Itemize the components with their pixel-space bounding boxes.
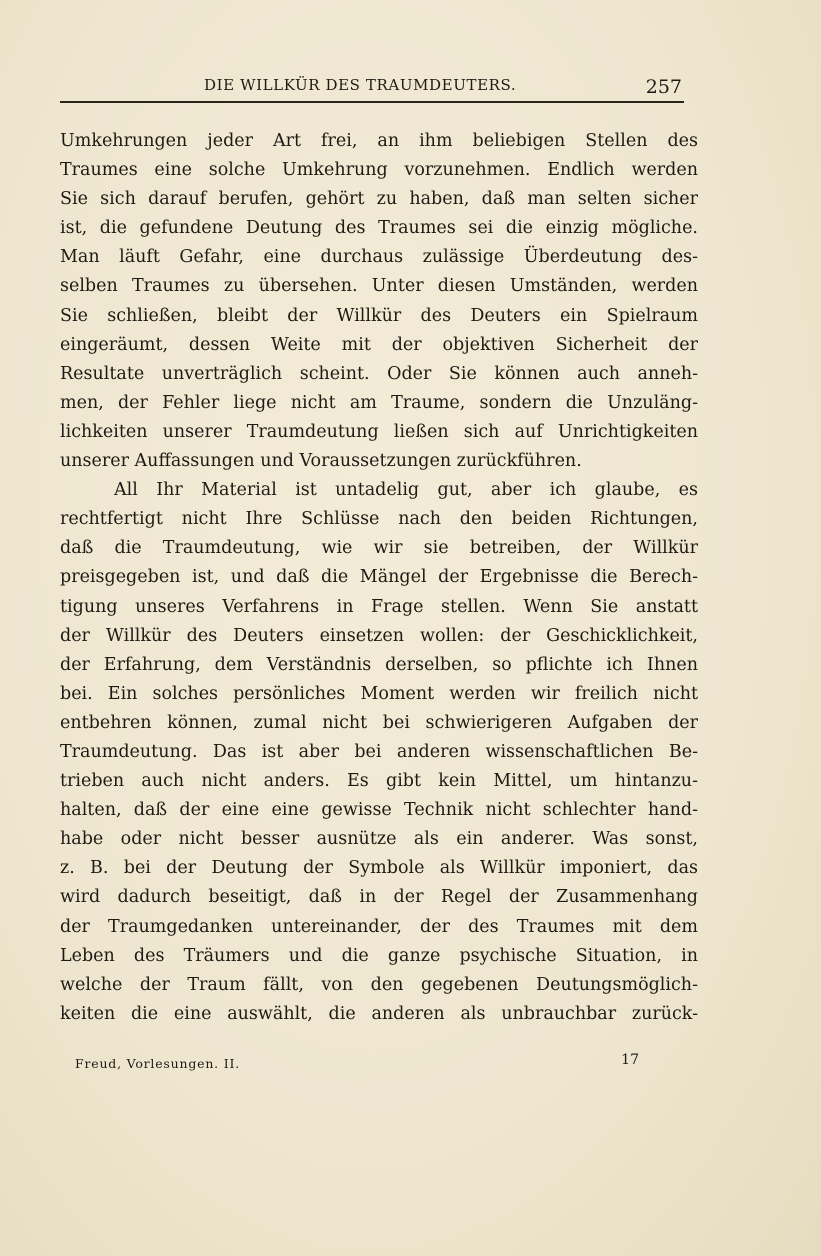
text-line: keiten die eine auswählt, die anderen als unbrauchbar zurück- (60, 1003, 698, 1024)
printer-signature: Freud, Vorlesungen. II. (75, 1056, 240, 1071)
text-line: rechtfertigt nicht Ihre Schlüsse nach den beiden Richtungen, (60, 509, 698, 530)
text-line: wird dadurch beseitigt, daß in der Regel der Zusammenhang (60, 887, 698, 908)
text-line: All Ihr Material ist untadelig gut, aber ich glaube, es (114, 480, 698, 501)
text-line: men, der Fehler liege nicht am Traume, sondern die Unzuläng- (60, 392, 698, 413)
text-line: tigung unseres Verfahrens in Frage stellen. Wenn Sie anstatt (60, 596, 698, 617)
text-line: z. B. bei der Deutung der Symbole als Willkür imponiert, das (60, 858, 698, 879)
text-line: unserer Auffassungen und Voraussetzungen zurückführen. (60, 451, 582, 472)
text-line: Sie schließen, bleibt der Willkür des Deuters ein Spielraum (60, 305, 698, 326)
text-line: daß die Traumdeutung, wie wir sie betreiben, der Willkür (60, 538, 698, 559)
text-line: Traumes eine solche Umkehrung vorzunehmen. Endlich werden (60, 160, 698, 181)
text-line: preisgegeben ist, und daß die Mängel der Ergebnisse die Berech- (60, 567, 698, 588)
text-line: Sie sich darauf berufen, gehört zu haben, daß man selten sicher (60, 189, 698, 210)
page-number: 257 (645, 76, 682, 98)
text-line: lichkeiten unserer Traumdeutung ließen sich auf Unrichtigkeiten (60, 421, 698, 442)
text-line: halten, daß der eine eine gewisse Technik nicht schlechter hand- (60, 800, 698, 821)
page-footer (75, 1052, 645, 1076)
text-line: ist, die gefundene Deutung des Traumes sei die einzig mögliche. (60, 218, 698, 239)
header-rule (60, 101, 684, 103)
page-header (60, 74, 684, 100)
text-line: Traumdeutung. Das ist aber bei anderen wissenschaftlichen Be- (60, 741, 698, 762)
text-line: Resultate unverträglich scheint. Oder Sie können auch anneh- (60, 363, 698, 384)
sheet-number: 17 (621, 1052, 639, 1068)
text-line: Man läuft Gefahr, eine durchaus zulässige Überdeutung des- (60, 247, 698, 268)
text-line: habe oder nicht besser ausnütze als ein anderer. Was sonst, (60, 829, 698, 850)
body-text (60, 127, 698, 1029)
text-line: bei. Ein solches persönliches Moment werden wir freilich nicht (60, 683, 698, 704)
running-title: DIE WILLKÜR DES TRAUMDEUTERS. (204, 76, 517, 94)
text-line: entbehren können, zumal nicht bei schwierigeren Aufgaben der (60, 712, 698, 733)
text-line: eingeräumt, dessen Weite mit der objektiven Sicherheit der (60, 334, 698, 355)
text-line: der Willkür des Deuters einsetzen wollen: der Geschicklichkeit, (60, 625, 698, 646)
text-line: der Erfahrung, dem Verständnis derselben, so pflichte ich Ihnen (60, 654, 698, 675)
text-line: selben Traumes zu übersehen. Unter diesen Umständen, werden (60, 276, 698, 297)
text-line: der Traumgedanken untereinander, der des Traumes mit dem (60, 916, 698, 937)
text-line: trieben auch nicht anders. Es gibt kein Mittel, um hintanzu- (60, 771, 698, 792)
text-line: welche der Traum fällt, von den gegebenen Deutungsmöglich- (60, 974, 698, 995)
text-line: Leben des Träumers und die ganze psychische Situation, in (60, 945, 698, 966)
text-line: Umkehrungen jeder Art frei, an ihm beliebigen Stellen des (60, 131, 698, 151)
